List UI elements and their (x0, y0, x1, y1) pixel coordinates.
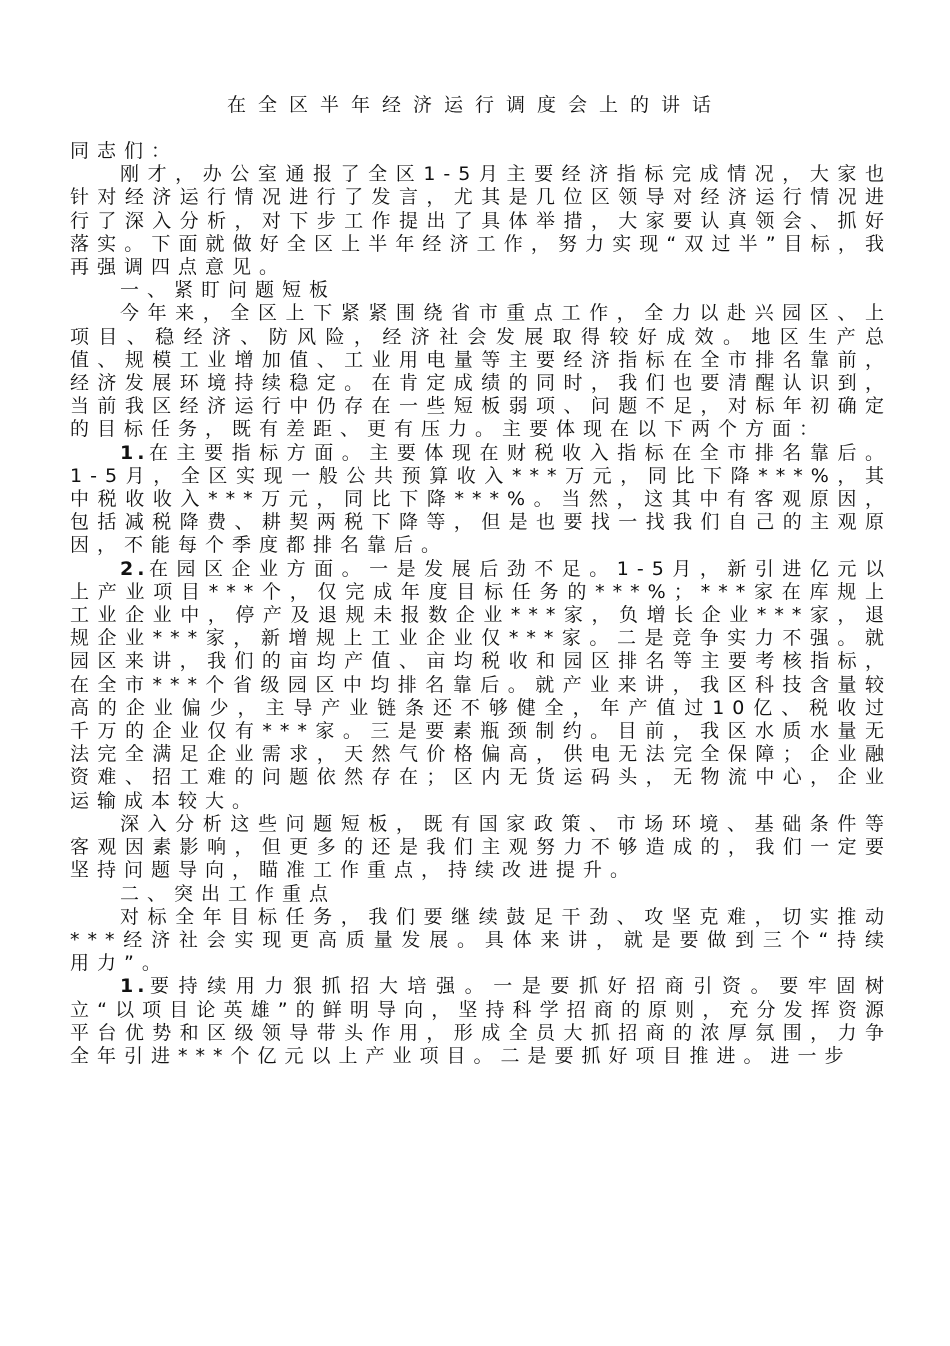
section-heading: 一、紧盯问题短板 (120, 279, 337, 302)
document-title: 在全区半年经济运行调度会上的讲话 (226, 94, 723, 116)
numbered-paragraph (70, 975, 892, 1068)
paragraph: 深入分析这些问题短板，既有国家政策、市场环境、基础条件等客观因素影响，但更多的还是我们主观努力不够造成的，我们一定要坚持问题导向，瞄准工作重点，持续改进提升。 (70, 812, 892, 882)
numbered-paragraph (70, 558, 892, 813)
paragraph: 对标全年目标任务，我们要继续鼓足干劲、攻坚克难，切实推动***经济社会实现更高质量发展。具体来讲，就是要做到三个“持续用力”。 (70, 905, 892, 975)
salutation: 同志们： (70, 140, 179, 162)
item-number: 1. (120, 441, 149, 464)
numbered-paragraph (70, 442, 892, 558)
item-number: 1. (120, 975, 149, 998)
section-heading: 二、突出工作重点 (120, 882, 337, 905)
paragraph: 今年来，全区上下紧紧围绕省市重点工作，全力以赴兴园区、上项目、稳经济、防风险，经济社会发展取得较好成效。地区生产总值、规模工业增加值、工业用电量等主要经济指标在全市排名靠前，经济发展环境持续稳定。在肯定成绩的同时，我们也要清醒认识到，当前我区经济运行中仍存在一些短板弱项、问题不足，对标年初确定的目标任务，既有差距、更有压力。主要体现在以下两个方面： (70, 302, 892, 441)
item-number: 2. (120, 557, 149, 580)
item-text: 在园区企业方面。一是发展后劲不足。1-5月，新引进亿元以上产业项目***个，仅完成年度目标任务的***%；***家在库规上工业企业中，停产及退规未报数企业***家，负增长企业***家，退规企业***家，新增规上工业企业仅***家。二是竞争实力不强。就园区来讲，我们的亩均产值、亩均税收和园区排名等主要考核指标，在全市***个省级园区中均排名靠后。就产业来讲，我区科技含量较高的企业偏少，主导产业链条还不够健全，年产值过10亿、税收过千万的企业仅有***家。三是要素瓶颈制约。目前，我区水质水量无法完全满足企业需求，天然气价格偏高，供电无法完全保障；企业融资难、招工难的问题依然存在；区内无货运码头，无物流中心，企业运输成本较大。 (70, 557, 892, 812)
item-text: 在主要指标方面。主要体现在财税收入指标在全市排名靠后。1-5月，全区实现一般公共预算收入***万元，同比下降***%，其中税收收入***万元，同比下降***%。当然，这其中有客观原因，包括减税降费、耕契两税下降等，但是也要找一找我们自己的主观原因，不能每个季度都排名靠后。 (70, 441, 892, 557)
item-text: 要持续用力狠抓招大培强。一是要抓好招商引资。要牢固树立“以项目论英雄”的鲜明导向，坚持科学招商的原则，充分发挥资源平台优势和区级领导带头作用，形成全员大抓招商的浓厚氛围，力争全年引进***个亿元以上产业项目。二是要抓好项目推进。进一步 (70, 975, 892, 1067)
paragraph: 刚才，办公室通报了全区1-5月主要经济指标完成情况，大家也针对经济运行情况进行了发言，尤其是几位区领导对经济运行情况进行了深入分析，对下步工作提出了具体举措，大家要认真领会、抓好落实。下面就做好全区上半年经济工作，努力实现“双过半”目标，我再强调四点意见。 (70, 163, 892, 279)
document-body (70, 140, 892, 1068)
